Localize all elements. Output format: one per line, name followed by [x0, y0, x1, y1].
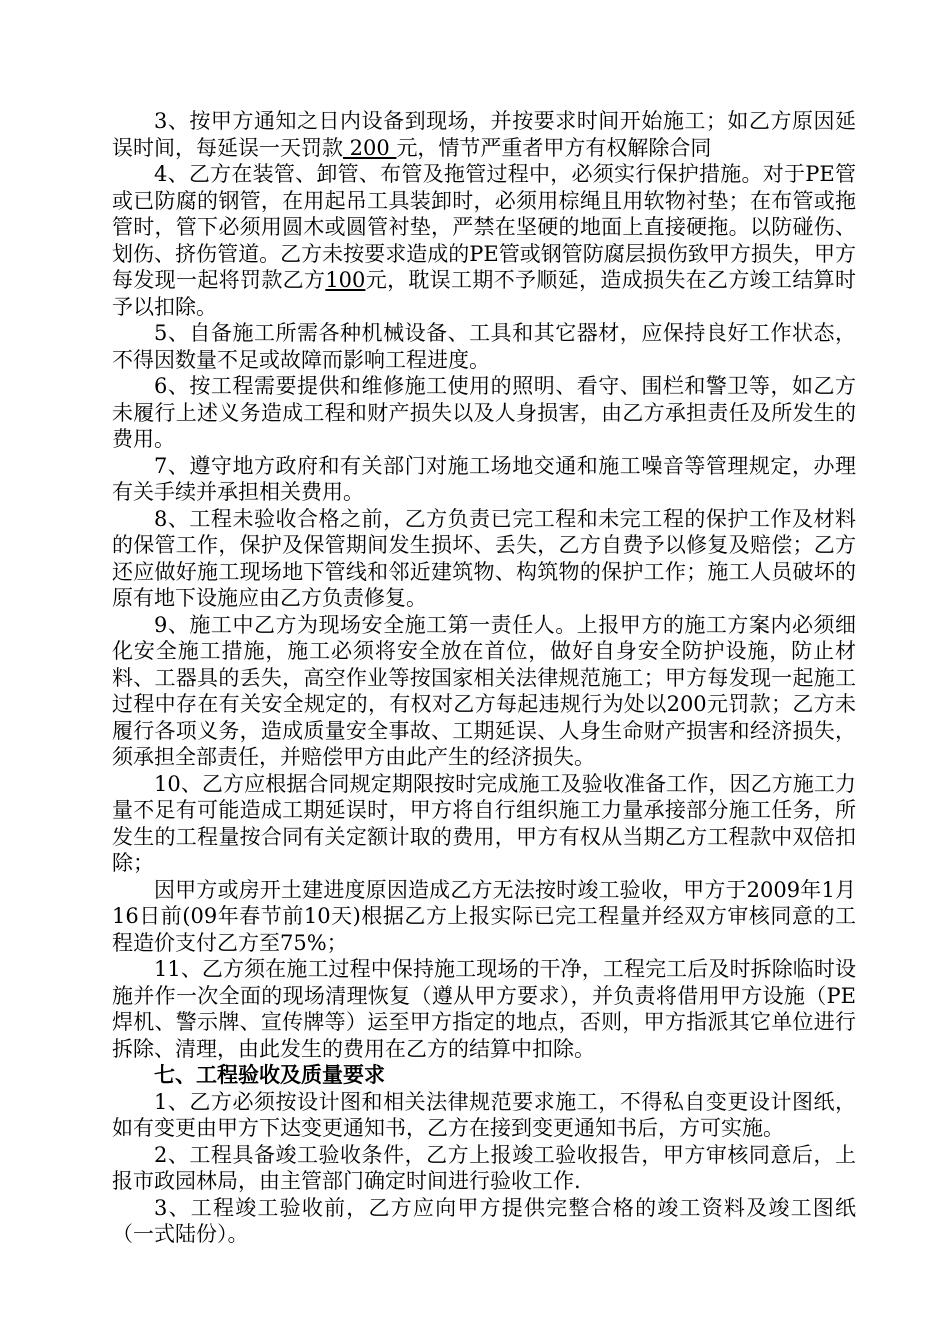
- clause-3-penalty-amount: 200: [343, 135, 397, 160]
- clause-7: 7、遵守地方政府和有关部门对施工场地交通和施工噪音等管理规定，办理有关手续并承担相关费用。: [112, 453, 856, 504]
- section-7-heading: 七、工程验收及质量要求: [154, 1063, 385, 1087]
- document-body: [112, 108, 856, 1248]
- clause-10: 10、乙方应根据合同规定期限按时完成施工及验收准备工作，因乙方施工力量不足有可能造成工期延误时，甲方将自行组织施工力量承接部分施工任务，所发生的工程量按合同有关定额计取的费用，甲方有权从当期乙方工程款中双倍扣除；: [112, 771, 856, 875]
- clause-8: 8、工程未验收合格之前，乙方负责已完工程和未完工程的保护工作及材料的保管工作，保护及保管期间发生损坏、丢失，乙方自费予以修复及赔偿；乙方还应做好施工现场地下管线和邻近建筑物、构筑物的保护工作；施工人员破坏的原有地下设施应由乙方负责修复。: [112, 506, 856, 610]
- section-7-clause-2: 2、工程具备竣工验收条件，乙方上报竣工验收报告，甲方审核同意后，上报市政园林局，由主管部门确定时间进行验收工作.: [112, 1142, 856, 1193]
- clause-3-text-a: 3、按甲方通知之日内设备到现场，并按要求时间开始施工；如乙方原因延误时间，每延误一天罚款: [112, 109, 856, 160]
- clause-6: 6、按工程需要提供和维修施工使用的照明、看守、围栏和警卫等，如乙方未履行上述义务造成工程和财产损失以及人身损害，由乙方承担责任及所发生的费用。: [112, 374, 856, 451]
- clause-9: 9、施工中乙方为现场安全施工第一责任人。上报甲方的施工方案内必须细化安全施工措施，施工必须将安全放在首位，做好自身安全防护设施，防止材料、工器具的丢失，高空作业等按国家相关法律规范施工；甲方每发现一起施工过程中存在有关安全规定的，有权对乙方每起违规行为处以200元罚款；乙方未履行各项义务，造成质量安全事故、工期延误、人身生命财产损害和经济损失，须承担全部责任，并赔偿甲方由此产生的经济损失。: [112, 612, 856, 769]
- clause-5: 5、自备施工所需各种机械设备、工具和其它器材，应保持良好工作状态，不得因数量不足或故障而影响工程进度。: [112, 321, 856, 372]
- section-7-clause-1: 1、乙方必须按设计图和相关法律规范要求施工，不得私自变更设计图纸，如有变更由甲方下达变更通知书，乙方在接到变更通知书后，方可实施。: [112, 1089, 856, 1140]
- section-7-clause-3: 3、工程竣工验收前，乙方应向甲方提供完整合格的竣工资料及竣工图纸（一式陆份）。: [112, 1195, 856, 1246]
- clause-4-text-b: 元，耽误工期不予顺延，造成损失在乙方竣工结算时予以扣除。: [112, 268, 857, 319]
- clause-4-penalty-amount: 100: [325, 268, 366, 292]
- clause-10-supplement: 因甲方或房开土建进度原因造成乙方无法按时竣工验收，甲方于2009年1月16日前(09年春节前10天)根据乙方上报实际已完工程量并经双方审核同意的工程造价支付乙方至75%；: [112, 877, 856, 955]
- clause-11: 11、乙方须在施工过程中保持施工现场的干净，工程完工后及时拆除临时设施并作一次全面的现场清理恢复（遵从甲方要求），并负责将借用甲方设施（PE焊机、警示牌、宣传牌等）运至甲方指定的地点，否则，甲方指派其它单位进行拆除、清理，由此发生的费用在乙方的结算中扣除。: [112, 957, 856, 1061]
- clause-3-text-b: 元，情节严重者甲方有权解除合同: [396, 135, 712, 160]
- clause-3: [112, 108, 856, 161]
- clause-4-text-a: 4、乙方在装管、卸管、布管及拖管过程中，必须实行保护措施。对于PE管或已防腐的钢管，在用起吊工具装卸时，必须用棕绳且用软物衬垫；在布管或拖管时，管下必须用圆木或圆管衬垫，严禁在坚硬的地面上直接硬拖。以防碰伤、划伤、挤伤管道。乙方未按要求造成的PE管或钢管防腐层损伤致甲方损失，甲方每发现一起将罚款乙方: [112, 162, 856, 292]
- clause-4: [112, 161, 856, 320]
